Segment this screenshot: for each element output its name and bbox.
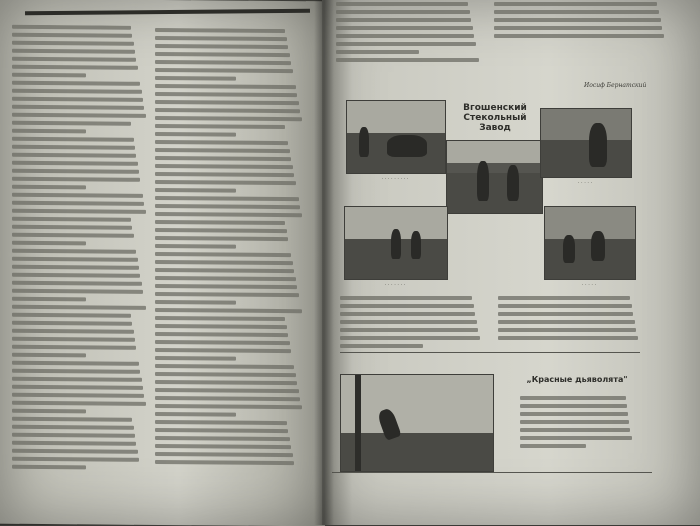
text-line [155,300,236,305]
text-line [336,10,470,14]
caption-3: · · · · · [577,180,593,186]
text-line [12,41,134,46]
text-line [155,204,300,209]
text-line [498,296,630,300]
text-line [12,225,132,230]
text-line [520,404,627,408]
text-line [155,60,291,65]
text-line [12,369,140,374]
right-body-text-column-2 [498,296,648,348]
text-line [12,257,138,262]
text-line [155,268,294,273]
text-line [155,140,288,145]
text-line [155,228,287,233]
text-line [12,313,131,318]
text-line [12,201,144,206]
text-line [340,296,472,300]
text-line [155,36,287,41]
text-line [12,321,132,326]
text-line [155,348,291,353]
text-line [155,308,302,313]
text-line [520,420,629,424]
text-line [520,444,586,448]
text-line [12,441,136,446]
text-line [340,304,474,308]
text-line [12,49,135,54]
text-line [520,436,632,440]
text-line [12,329,134,334]
text-line [12,265,139,270]
text-line [155,292,299,297]
text-line [12,401,146,406]
caption-5: · · · · · [581,282,597,288]
photo-climbing-scene [340,374,494,472]
text-line [340,312,475,316]
text-line [340,320,477,324]
text-line [12,89,142,94]
text-line [12,353,86,358]
text-line [498,304,632,308]
text-line [155,220,285,225]
signature: Иосиф Бернатский [584,82,647,89]
text-line [155,388,299,393]
text-line [12,377,142,382]
right-body-text-column-1 [340,296,490,356]
text-line [498,320,635,324]
photo-factory-machine [540,108,632,178]
text-line [12,409,86,414]
text-line [12,457,139,462]
text-line [12,289,143,294]
photo-collage-heading: Вгошенский Стекольный Завод [463,103,527,133]
right-top-text-column-2 [494,2,679,42]
text-line [494,2,657,6]
text-line [520,428,630,432]
text-line [155,188,236,193]
text-line [12,57,136,62]
right-page [322,0,700,525]
text-line [336,42,476,46]
text-line [336,26,473,30]
text-line [12,361,139,366]
text-line [155,68,293,73]
caption-4: · · · · · · · [384,282,406,288]
text-line [494,26,662,30]
text-line [155,412,236,417]
footer-rule [332,472,652,473]
top-rule [25,9,310,15]
text-line [155,212,302,217]
text-line [494,34,664,38]
text-line [12,73,86,78]
photo-workers-loading [346,100,446,174]
text-line [12,177,140,182]
text-line [12,193,143,198]
text-line [155,260,293,265]
text-line [12,217,131,222]
text-line [12,465,86,470]
text-line [155,52,290,57]
text-line [155,252,291,257]
section-divider [340,352,640,353]
photo-glassblowers [446,140,543,214]
text-line [12,129,86,134]
text-line [155,172,294,177]
text-line [155,44,288,49]
text-line [494,18,661,22]
text-line [155,148,290,153]
text-line [155,28,285,33]
text-line [12,185,86,190]
text-line [155,76,236,81]
text-line [155,324,287,329]
text-line [155,156,291,161]
left-text-column-2 [155,28,303,469]
text-line [336,58,479,62]
text-line [155,164,293,169]
text-line [12,33,132,38]
text-line [155,340,290,345]
text-line [155,396,300,401]
text-line [520,396,626,400]
left-text-column-1 [12,25,147,476]
text-line [12,273,140,278]
text-line [155,356,236,361]
text-line [12,153,136,158]
caption-1: · · · · · · · · · [381,176,409,182]
text-line [155,276,296,281]
text-line [155,284,297,289]
text-line [12,161,138,166]
left-page [0,0,325,526]
text-line [12,105,144,110]
text-line [12,121,131,126]
text-line [12,97,143,102]
text-line [340,328,478,332]
text-line [155,380,297,385]
text-line [336,34,474,38]
text-line [12,297,86,302]
text-line [12,305,146,310]
text-line [12,233,134,238]
text-line [12,145,135,150]
text-line [12,241,86,246]
text-line [340,344,423,348]
text-line [494,10,659,14]
text-line [12,209,146,214]
text-line [12,425,134,430]
text-line [12,113,146,118]
text-line [155,180,296,185]
text-line [155,404,302,409]
text-line [155,108,300,113]
text-line [155,364,294,369]
text-line [155,124,285,129]
text-line [155,420,287,425]
text-line [520,412,628,416]
right-top-text-column-1 [336,2,486,70]
text-line [155,460,294,465]
text-line [155,332,288,337]
text-line [12,65,138,70]
photo-workshop-group [544,206,636,280]
text-line [12,337,135,342]
text-line [12,281,142,286]
text-line [336,2,468,6]
text-line [155,92,297,97]
book-gutter [314,0,334,525]
text-line [336,50,419,54]
text-line [155,372,296,377]
text-line [12,393,144,398]
text-line [12,433,135,438]
text-line [498,328,636,332]
text-line [12,449,138,454]
text-line [498,312,633,316]
text-line [12,169,139,174]
text-line [336,18,471,22]
text-line [12,417,132,422]
article-text [520,396,640,456]
text-line [155,132,236,137]
text-line [155,244,236,249]
text-line [155,196,299,201]
text-line [12,81,140,86]
text-line [12,385,143,390]
text-line [155,84,296,89]
article-title: „Красные дьяволята" [526,375,628,384]
text-line [12,137,134,142]
text-line [155,428,288,433]
text-line [155,100,299,105]
photo-field-workers [344,206,448,280]
text-line [155,316,285,321]
text-line [340,336,480,340]
text-line [155,236,288,241]
text-line [155,452,293,457]
text-line [155,444,291,449]
text-line [155,436,290,441]
text-line [12,345,136,350]
text-line [12,25,131,30]
text-line [498,336,638,340]
text-line [155,116,302,121]
text-line [12,249,136,254]
